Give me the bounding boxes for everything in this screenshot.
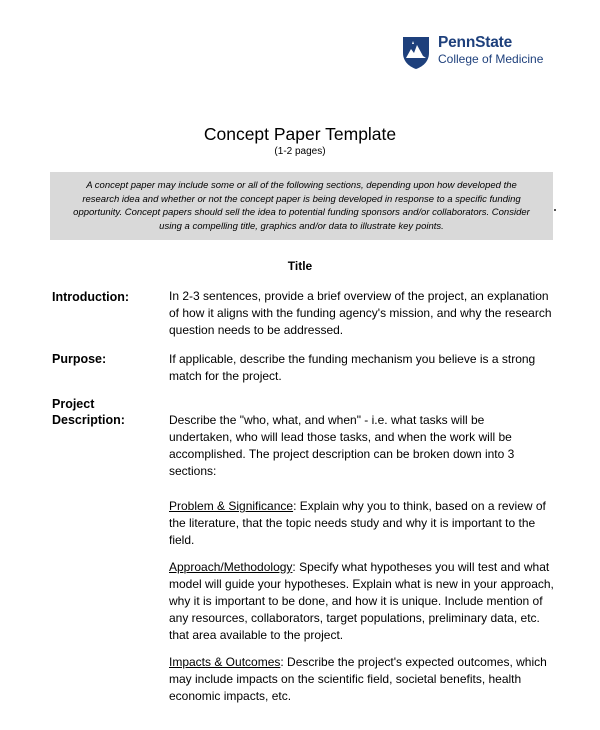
project-description-label-line2: Description: xyxy=(52,413,125,427)
approach-methodology-text: : Specify what hypotheses you will test and what model will guide your hypotheses. Explain what is new in your approach, why it is important to be done, and how it is unique. Include mention of any resources, collaborators, target populations, preliminary data, etc. that area available to the project. xyxy=(169,560,554,642)
section-title: Title xyxy=(287,259,313,273)
logo-subtitle: College of Medicine xyxy=(438,52,544,66)
introduction-text: In 2-3 sentences, provide a brief overview of the project, an explanation of how it aligns with the funding agency's mission, and why the research question needs to be addressed. xyxy=(169,289,552,337)
project-description-label-line1: Project xyxy=(52,397,95,411)
document-subtitle: (1-2 pages) xyxy=(274,146,326,157)
approach-methodology-paragraph xyxy=(169,559,559,644)
problem-significance-text: : Explain why you to think, based on a review of the literature, that the topic needs study and why it is important to the field. xyxy=(169,499,546,547)
impacts-outcomes-paragraph xyxy=(169,654,559,705)
penn-state-shield-icon xyxy=(402,36,430,70)
problem-significance-paragraph xyxy=(169,498,559,549)
instruction-note-text: A concept paper may include some or all of the following sections, depending upon how developed the research idea and whether or not the concept paper is being developed in response to a specific funding opportunity. Concept papers should sell the idea to potential funding sponsors and/or collaborators. Consider using a compelling title, graphics and/or data to illustrate key points. xyxy=(73,180,530,232)
purpose-label: Purpose: xyxy=(52,352,107,366)
purpose-text: If applicable, describe the funding mechanism you believe is a strong match for the project. xyxy=(169,352,536,383)
instruction-note xyxy=(50,172,553,240)
project-description-text: Describe the "who, what, and when" - i.e. what tasks will be undertaken, who will lead those tasks, and when the work will be accomplished. The project description can be broken down into 3 sections: xyxy=(169,413,515,478)
impacts-outcomes-heading: Impacts & Outcomes xyxy=(169,655,281,669)
logo-name: PennState xyxy=(438,34,512,51)
approach-methodology-heading: Approach/Methodology xyxy=(169,560,293,574)
introduction-label: Introduction: xyxy=(52,290,130,304)
impacts-outcomes-text: : Describe the project's expected outcomes, which may include impacts on the scientific field, societal benefits, health economic impacts, etc. xyxy=(169,655,547,703)
problem-significance-heading: Problem & Significance xyxy=(169,499,294,513)
document-title: Concept Paper Template xyxy=(203,124,397,144)
margin-mark xyxy=(554,209,556,211)
project-description-label xyxy=(52,396,125,428)
